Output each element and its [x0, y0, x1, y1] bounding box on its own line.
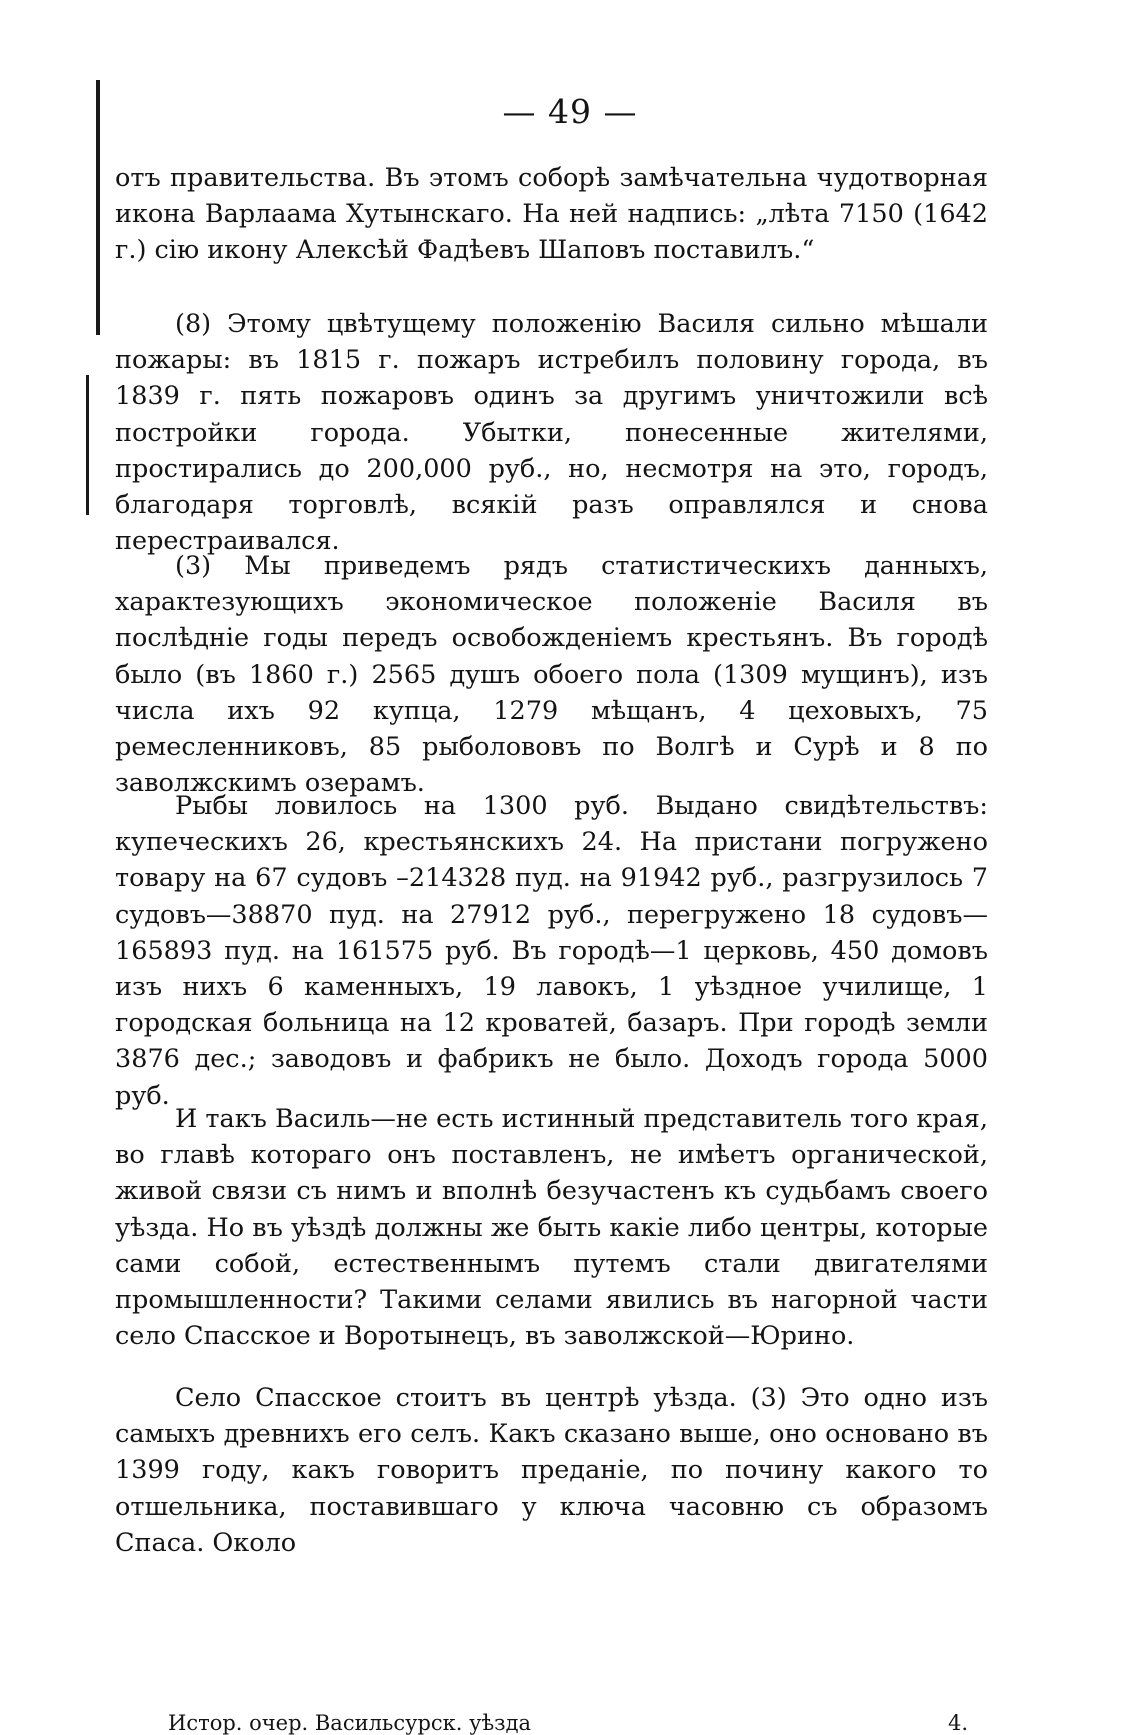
paragraph-5: И такъ Василь—не есть истинный представитель того края, во главѣ котораго онъ поставленъ, не имѣетъ органической, живой связи съ нимъ и вполнѣ безучастенъ къ судьбамъ своего уѣзда. Но въ уѣздѣ должны же быть какіе либо центры, которые сами собой, естественнымъ путемъ стали двигателями промышленности? Такими селами явились въ нагорной части село Спасское и Воротынецъ, въ заволжской—Юрино. — [115, 1104, 988, 1352]
signature-mark: 4. — [947, 1711, 968, 1735]
paragraph-1: отъ правительства. Въ этомъ соборѣ замѣчательна чудотворная икона Варлаама Хутынскаго. На ней надпись: „лѣта 7150 (1642 г.) сію икону Алексѣй Фадѣевъ Шаповъ поставилъ.“ — [115, 163, 988, 266]
page-footer — [168, 1711, 968, 1735]
paragraph-2: (8) Этому цвѣтущему положенію Василя сильно мѣшали пожары: въ 1815 г. пожаръ истребилъ половину города, въ 1839 г. пять пожаровъ одинъ за другимъ уничтожили всѣ постройки города. Убытки, понесенные жителями, простирались до 200,000 руб., но, несмотря на это, городъ, благодаря торговлѣ, всякій разъ оправлялся и снова перестраивался. — [115, 309, 988, 557]
paragraph-4: Рыбы ловилось на 1300 руб. Выдано свидѣтельствъ: купеческихъ 26, крестьянскихъ 24. На пристани погружено товару на 67 судовъ –214328 пуд. на 91942 руб., разгрузилось 7 судовъ—38870 пуд. на 27912 руб., перегружено 18 судовъ—165893 пуд. на 161575 руб. Въ городѣ—1 церковь, 450 домовъ изъ нихъ 6 каменныхъ, 19 лавокъ, 1 уѣздное училище, 1 городская больница на 12 кроватей, базаръ. При городѣ земли 3876 дес.; заводовъ и фабрикъ не было. Доходъ города 5000 руб. — [115, 791, 988, 1111]
footer-title: Истор. очер. Васильсурск. уѣзда — [168, 1711, 532, 1735]
paragraph-3: (3) Мы приведемъ рядъ статистическихъ данныхъ, характезующихъ экономическое положеніе Василя въ послѣдніе годы передъ освобожденіемъ крестьянъ. Въ городѣ было (въ 1860 г.) 2565 душъ обоего пола (1309 мущинъ), изъ числа ихъ 92 купца, 1279 мѣщанъ, 4 цеховыхъ, 75 ремесленниковъ, 85 рыболововъ по Волгѣ и Сурѣ и 8 по заволжскимъ озерамъ. — [115, 551, 988, 799]
page-number: — 49 — — [502, 92, 638, 131]
paragraph-6: Село Спасское стоитъ въ центрѣ уѣзда. (3) Это одно изъ самыхъ древнихъ его селъ. Какъ сказано выше, оно основано въ 1399 году, какъ говоритъ преданіе, по почину какого то отшельника, поставившаго у ключа часовню съ образомъ Спаса. Около — [115, 1383, 988, 1558]
margin-line — [86, 375, 89, 515]
margin-line — [96, 80, 100, 335]
